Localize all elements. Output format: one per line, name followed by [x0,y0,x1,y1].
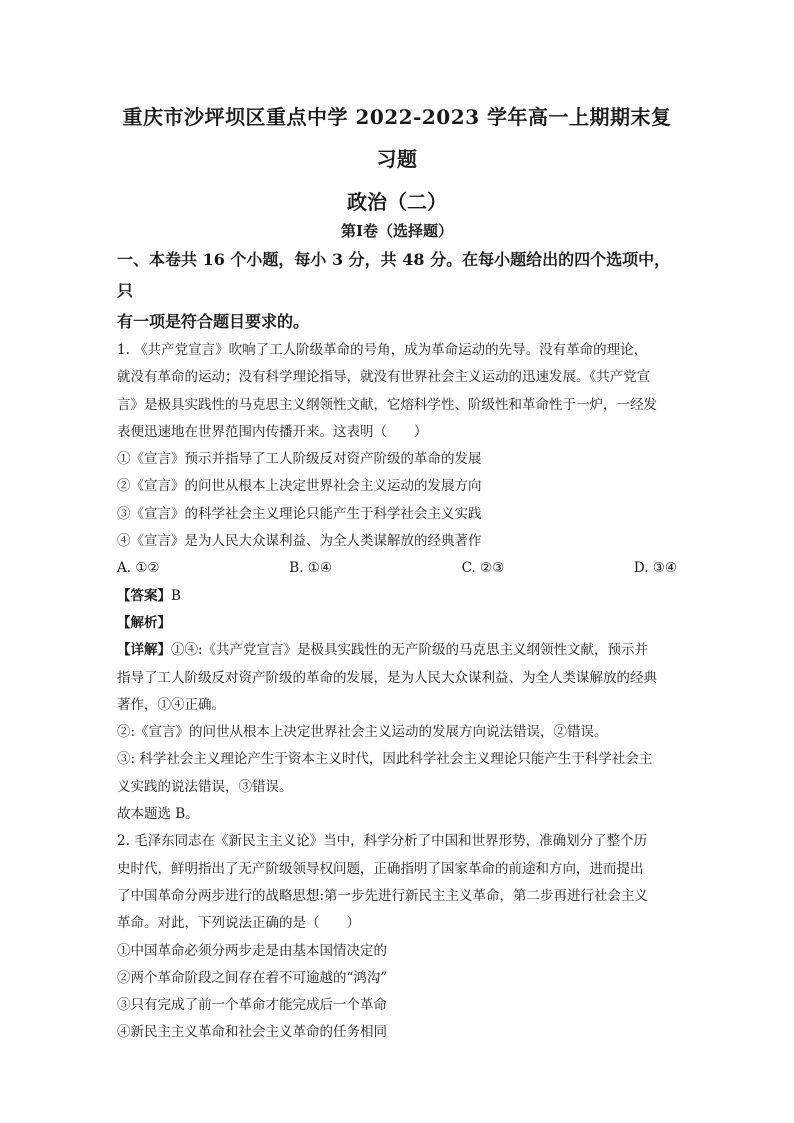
question-1-choice: ④《宣言》是为人民大众谋利益、为全人类谋解放的经典著作 [117,533,482,550]
document-page [117,96,677,1047]
answer-line [117,583,677,610]
question-1-stem-line: 就没有革命的运动；没有科学理论指导，就没有世界社会主义运动的迅速发展。《共产党宣 [117,369,651,386]
option-c: C. ②③ [461,560,505,577]
detail-line: 义实践的说法错误，③错误。 [117,778,293,795]
answer-value: B [171,587,181,604]
option-b: B. ①④ [289,560,332,577]
question-2-choice: ②两个革命阶段之间存在着不可逾越的“鸿沟” [117,969,388,986]
detail-line: ③: 科学社会主义理论产生于资本主义时代，因此科学社会主义理论只能产生于科学社会主 [117,751,653,768]
title-line-1: 重庆市沙坪坝区重点中学 2022-2023 学年高一上期期末复 [122,105,672,129]
question-1 [117,337,677,828]
answer-tag: 【答案】 [117,587,171,604]
section-title: 第Ⅰ卷（选择题） [340,222,454,240]
detail-text: ①④:《共产党宣言》是极具实践性的无产阶级的马克思主义纲领性文献，预示并 [171,642,649,659]
title-line-2: 习题 [376,147,418,171]
instruction-line-2: 有一项是符合题目要求的。 [117,312,310,331]
detail-line: 指导了工人阶级反对资产阶级的革命的发展，是为人民大众谋利益、为全人类谋解放的经典 [117,669,657,686]
question-1-stem-line: 1. 《共产党宣言》吹响了工人阶级革命的号角，成为革命运动的先导。没有革命的理论， [117,342,648,358]
question-2-choice: ①中国革命必须分两步走是由基本国情决定的 [117,942,387,959]
option-a: A. ①② [117,560,160,577]
document-subtitle: 政治（二） [347,190,447,214]
instruction-line-1: 一、本卷共 16 个小题，每小 3 分，共 48 分。在每小题给出的四个选项中，只 [117,250,671,300]
question-2-stem-line: 史时代，鲜明指出了无产阶级领导权问题，正确指明了国家革命的前途和方向，进而提出 [117,860,644,877]
question-1-options [117,555,677,582]
question-1-stem-line: 言》是极具实践性的马克思主义纲领性文献，它熔科学性、阶级性和革命性于一炉，一经发 [117,396,657,413]
detail-line: 著作，①④正确。 [117,696,225,713]
question-1-stem-line: 表便迅速地在世界范围内传播开来。这表明（ ） [117,423,428,440]
question-1-choice: ②《宣言》的问世从根本上决定世界社会主义运动的发展方向 [117,478,482,495]
question-2-stem-line: 革命。对此，下列说法正确的是（ ） [117,915,360,932]
option-d: D. ③④ [633,560,677,577]
analysis-tag: 【解析】 [117,614,171,631]
detail-line [117,637,677,664]
question-1-choice: ③《宣言》的科学社会主义理论只能产生于科学社会主义实践 [117,505,482,522]
question-2 [117,828,677,1046]
question-2-stem-line: 2. 毛泽东同志在《新民主主义论》当中，科学分析了中国和世界形势，准确划分了整个历 [117,833,648,850]
analysis-line [117,610,677,637]
question-1-choice: ①《宣言》预示并指导了工人阶级反对资产阶级的革命的发展 [117,451,482,468]
detail-line: 故本题选 B。 [117,806,199,823]
detail-tag: 【详解】 [117,642,171,659]
question-2-choice: ④新民主主义革命和社会主义革命的任务相同 [117,1024,387,1041]
question-2-stem-line: 了中国革命分两步进行的战略思想:第一步先进行新民主主义革命，第二步再进行社会主义 [117,887,649,904]
question-2-choice: ③只有完成了前一个革命才能完成后一个革命 [117,997,387,1014]
detail-line: ②:《宣言》的问世从根本上决定世界社会主义运动的发展方向说法错误，②错误。 [117,724,608,741]
section-instruction [117,244,677,337]
document-title [117,96,677,180]
